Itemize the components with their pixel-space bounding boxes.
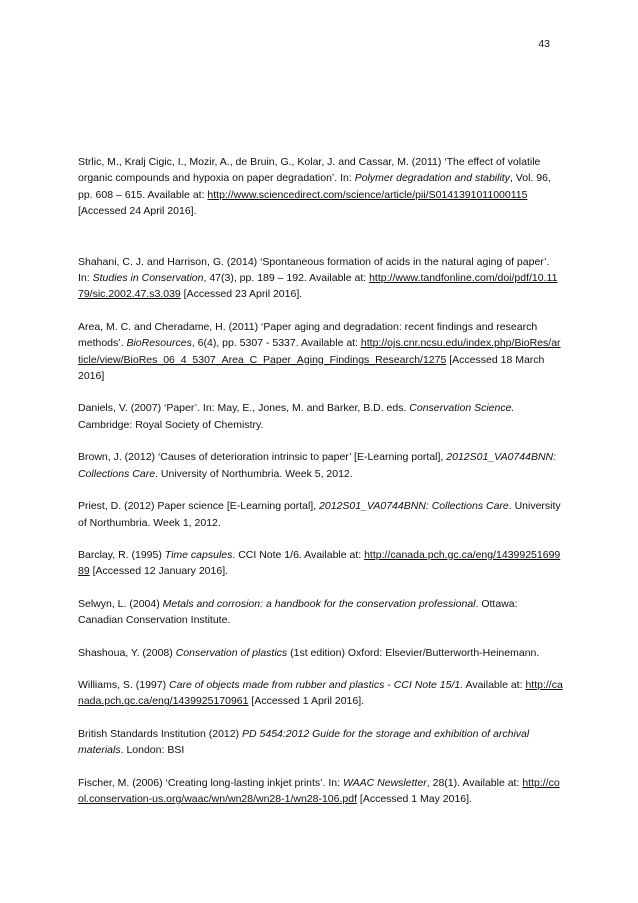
reference-accessed: [Accessed 23 April 2016]. xyxy=(180,288,303,301)
reference-title: Studies in Conservation xyxy=(92,272,204,285)
reference-bsi xyxy=(78,726,563,759)
reference-link[interactable]: http://ojs.cnr.ncsu.edu/index.php/BioRes/article/view/BioRes_06_4_5307_Area_C_Paper_Aging_Findings_Research/1275 xyxy=(78,337,561,366)
reference-title: Care of objects made from rubber and plastics - CCI Note 15/1. xyxy=(169,678,464,691)
reference-title: WAAC Newsletter xyxy=(342,776,427,789)
reference-text: . London: BSI xyxy=(120,744,185,757)
reference-link[interactable]: http://cool.conservation-us.org/waac/wn/wn28/wn28-1/wn28-106.pdf xyxy=(78,776,560,805)
reference-text: (1st edition) Oxford: Elsevier/Butterworth-Heinemann. xyxy=(287,646,540,659)
reference-title: Conservation of plastics xyxy=(175,646,288,659)
reference-accessed: [Accessed 24 April 2016]. xyxy=(78,205,197,218)
reference-title: PD 5454:2012 Guide for the storage and exhibition of archival materials xyxy=(78,727,530,757)
reference-text: . University of Northumbria. Week 1, 2012. xyxy=(78,500,561,529)
reference-brown xyxy=(78,449,563,482)
reference-text: Selwyn, L. (2004) xyxy=(78,597,163,610)
reference-text: , 6(4), pp. 5307 - 5337. Available at: xyxy=(191,337,361,350)
reference-text: Area, M. C. and Cheradame, H. (2011) ‘Paper aging and degradation: recent findings and research methods’. xyxy=(78,320,538,350)
reference-text: Williams, S. (1997) xyxy=(78,678,170,691)
reference-daniels xyxy=(78,400,563,433)
reference-text: Priest, D. (2012) Paper science [E-Learning portal], xyxy=(78,500,320,513)
reference-selwyn xyxy=(78,596,563,629)
reference-strlic xyxy=(78,154,563,220)
reference-shashoua xyxy=(78,645,563,661)
reference-text: , Vol. 96, pp. 608 – 615. Available at: xyxy=(78,172,551,201)
reference-text: Shahani, C. J. and Harrison, G. (2014) ‘Spontaneous formation of acids in the natural aging of paper’. In: xyxy=(78,255,550,285)
reference-title: Conservation Science. xyxy=(409,402,515,415)
reference-text: Cambridge: Royal Society of Chemistry. xyxy=(78,418,264,431)
reference-text: Strlic, M., Kralj Cigic, I., Mozir, A., de Bruin, G., Kolar, J. and Cassar, M. (2011) ‘The effect of volatile organic compounds and hypoxia on paper degradation’. In: xyxy=(78,156,541,185)
reference-title: Polymer degradation and stability xyxy=(354,172,510,185)
reference-text: Available at: xyxy=(463,678,526,691)
reference-title: 2012S01_VA0744BNN: Collections Care xyxy=(78,451,557,480)
reference-accessed: [Accessed 1 May 2016]. xyxy=(357,792,472,805)
reference-fischer xyxy=(78,775,563,808)
reference-link[interactable]: http://www.sciencedirect.com/science/article/pii/S0141391011000115 xyxy=(207,188,528,201)
reference-priest xyxy=(78,498,563,531)
reference-accessed: [Accessed 1 April 2016]. xyxy=(248,695,365,708)
reference-text: . CCI Note 1/6. Available at: xyxy=(232,548,365,561)
reference-williams xyxy=(78,677,563,710)
reference-text: , 47(3), pp. 189 – 192. Available at: xyxy=(203,272,370,285)
reference-link[interactable]: http://www.tandfonline.com/doi/pdf/10.1179/sic.2002.47.s3.039 xyxy=(78,272,558,301)
reference-accessed: [Accessed 18 March 2016] xyxy=(78,353,545,383)
reference-accessed: [Accessed 12 January 2016]. xyxy=(89,565,229,578)
reference-title: Time capsules xyxy=(164,548,233,561)
reference-list xyxy=(78,154,563,807)
reference-area xyxy=(78,319,563,385)
reference-title: Metals and corrosion: a handbook for the conservation professional xyxy=(162,597,476,610)
reference-title: BioResources xyxy=(126,337,192,350)
reference-text: Brown, J. (2012) ‘Causes of deterioration intrinsic to paper’ [E-Learning portal], xyxy=(78,451,447,464)
reference-text: . University of Northumbria. Week 5, 2012. xyxy=(155,467,353,480)
reference-text: Daniels, V. (2007) ‘Paper’. In: May, E., Jones, M. and Barker, B.D. eds. xyxy=(78,402,410,415)
reference-text: Barclay, R. (1995) xyxy=(78,548,165,561)
reference-text: British Standards Institution (2012) xyxy=(78,727,243,740)
page-number: 43 xyxy=(538,38,550,50)
reference-text: Fischer, M. (2006) ‘Creating long-lasting inkjet prints’. In: xyxy=(78,776,343,789)
reference-link[interactable]: http://canada.pch.gc.ca/eng/1439925169989 xyxy=(78,548,561,578)
reference-text: Shashoua, Y. (2008) xyxy=(78,646,176,659)
reference-text: , 28(1). Available at: xyxy=(426,776,523,789)
reference-title: 2012S01_VA0744BNN: Collections Care xyxy=(319,500,509,513)
reference-barclay xyxy=(78,547,563,580)
reference-link[interactable]: http://canada.pch.gc.ca/eng/1439925170961 xyxy=(78,678,563,708)
reference-text: . Ottawa: Canadian Conservation Institute. xyxy=(78,597,518,627)
reference-shahani xyxy=(78,254,563,303)
